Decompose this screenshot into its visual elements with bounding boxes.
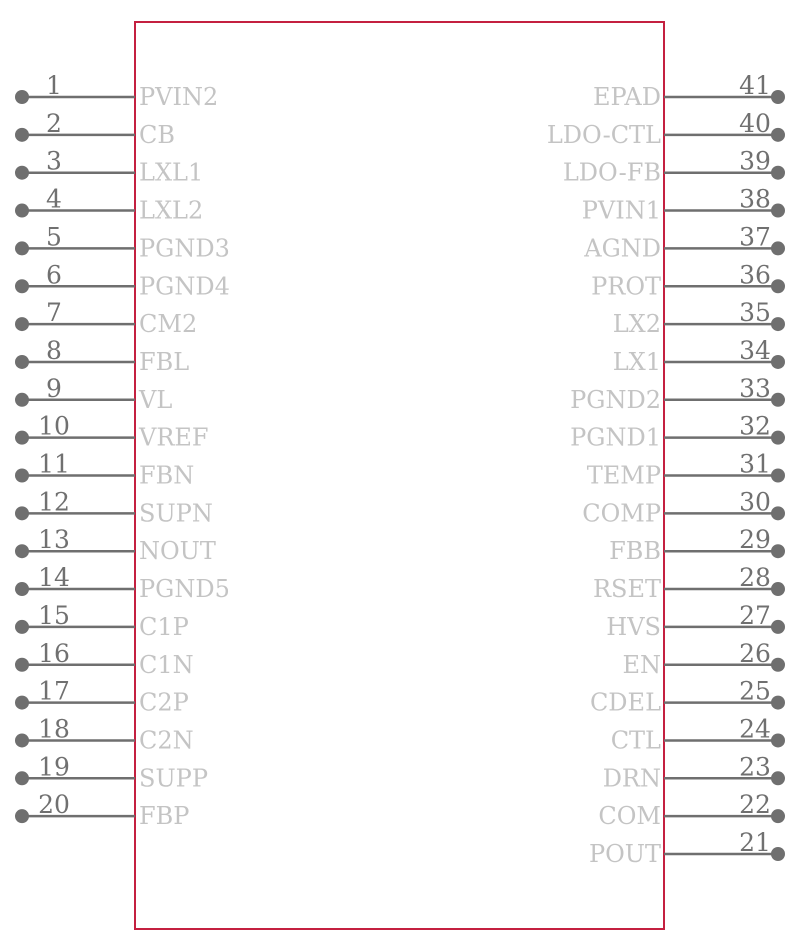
pin-name: HVS — [606, 612, 661, 641]
pin-26 — [622, 639, 785, 679]
pin-3 — [15, 147, 203, 187]
pin-number: 4 — [46, 184, 62, 214]
pin-39 — [563, 147, 785, 187]
pin-terminal-dot — [15, 658, 29, 672]
pin-name: C2N — [139, 726, 194, 755]
right-pin-group — [547, 71, 785, 868]
pin-terminal-dot — [15, 544, 29, 558]
pin-number: 19 — [38, 752, 70, 782]
pin-name: LX2 — [612, 310, 661, 339]
pin-terminal-dot — [15, 809, 29, 823]
pin-terminal-dot — [771, 128, 785, 142]
pin-name: AGND — [584, 234, 661, 263]
pin-terminal-dot — [15, 241, 29, 255]
pin-name: PGND2 — [570, 385, 661, 414]
pin-number: 5 — [46, 222, 62, 252]
pin-16 — [15, 639, 194, 679]
pin-number: 17 — [38, 676, 70, 706]
pin-21 — [589, 828, 785, 868]
pin-name: EN — [622, 650, 661, 679]
pin-20 — [15, 790, 189, 830]
pin-name: FBN — [139, 461, 195, 490]
pin-number: 31 — [739, 449, 771, 479]
pin-number: 12 — [38, 487, 70, 517]
pin-name: PROT — [591, 272, 661, 301]
pin-name: COM — [598, 802, 661, 831]
pin-terminal-dot — [15, 166, 29, 180]
pin-name: PVIN2 — [139, 83, 219, 111]
pin-terminal-dot — [771, 582, 785, 596]
pin-name: VREF — [139, 423, 209, 452]
pin-15 — [15, 601, 189, 641]
pin-terminal-dot — [771, 166, 785, 180]
pin-terminal-dot — [771, 620, 785, 634]
pin-terminal-dot — [771, 317, 785, 331]
pin-14 — [15, 563, 230, 603]
pin-2 — [15, 109, 175, 149]
pin-terminal-dot — [771, 506, 785, 520]
pin-19 — [15, 752, 208, 792]
pin-name: EPAD — [592, 83, 661, 111]
pin-number: 3 — [46, 146, 62, 176]
pin-terminal-dot — [771, 544, 785, 558]
pin-40 — [547, 109, 785, 149]
pin-terminal-dot — [771, 355, 785, 369]
pin-number: 25 — [739, 676, 771, 706]
pin-number: 29 — [739, 525, 771, 555]
pin-number: 16 — [38, 638, 70, 668]
pin-number: 14 — [38, 563, 70, 593]
pin-terminal-dot — [15, 279, 29, 293]
pin-number: 30 — [739, 487, 771, 517]
pin-terminal-dot — [15, 506, 29, 520]
pin-terminal-dot — [15, 620, 29, 634]
pin-number: 13 — [38, 525, 70, 555]
pin-34 — [613, 336, 785, 376]
pin-25 — [590, 677, 785, 717]
pin-name: PGND4 — [139, 272, 230, 301]
pin-number: 7 — [46, 298, 62, 328]
pin-name: CTL — [610, 726, 661, 755]
pin-22 — [598, 790, 785, 830]
pin-terminal-dot — [771, 90, 785, 104]
pin-name: PGND5 — [139, 575, 230, 604]
pin-9 — [15, 374, 172, 414]
pin-29 — [609, 525, 785, 565]
pin-30 — [582, 487, 785, 527]
pin-name: POUT — [588, 840, 661, 868]
pin-11 — [15, 450, 194, 490]
pin-terminal-dot — [771, 241, 785, 255]
pin-10 — [15, 412, 209, 452]
pin-terminal-dot — [15, 90, 29, 104]
pin-name: LDO-FB — [562, 158, 661, 187]
pin-number: 33 — [739, 373, 771, 403]
pin-36 — [591, 260, 785, 300]
pin-number: 27 — [739, 600, 771, 630]
pin-name: NOUT — [139, 537, 216, 566]
pin-35 — [613, 298, 785, 338]
pin-number: 18 — [38, 714, 70, 744]
pin-name: FBP — [139, 802, 190, 831]
pin-name: FBB — [609, 537, 661, 566]
pin-terminal-dot — [15, 431, 29, 445]
pin-terminal-dot — [771, 469, 785, 483]
pin-terminal-dot — [771, 431, 785, 445]
pin-number: 39 — [739, 146, 771, 176]
pin-number: 32 — [739, 411, 771, 441]
pin-7 — [15, 298, 197, 338]
pin-17 — [15, 677, 189, 717]
pin-name: C2P — [139, 688, 189, 717]
pin-32 — [570, 412, 785, 452]
pin-name: RSET — [592, 575, 661, 604]
pin-name: LXL2 — [139, 196, 204, 225]
pin-terminal-dot — [771, 809, 785, 823]
pin-number: 10 — [38, 411, 70, 441]
pin-number: 22 — [739, 790, 771, 820]
pin-name: TEMP — [586, 461, 661, 490]
pin-name: LXL1 — [139, 158, 204, 187]
pin-name: DRN — [602, 764, 661, 793]
pin-number: 40 — [739, 108, 771, 138]
pin-number: 6 — [46, 260, 62, 290]
pin-31 — [587, 450, 785, 490]
pin-terminal-dot — [15, 355, 29, 369]
pin-name: PGND3 — [139, 234, 230, 263]
pin-number: 21 — [739, 828, 771, 857]
pin-name: CDEL — [589, 688, 661, 717]
pin-24 — [611, 714, 785, 754]
pin-name: COMP — [582, 499, 661, 528]
pin-1 — [15, 71, 218, 111]
pin-terminal-dot — [15, 128, 29, 142]
pin-number: 8 — [46, 335, 62, 365]
pin-number: 34 — [739, 335, 771, 365]
pin-13 — [15, 525, 216, 565]
pin-terminal-dot — [771, 696, 785, 710]
pin-27 — [606, 601, 785, 641]
pin-name: CB — [139, 120, 175, 149]
pin-number: 24 — [739, 714, 771, 744]
pin-terminal-dot — [15, 771, 29, 785]
pin-name: LX1 — [612, 347, 661, 376]
pin-number: 9 — [46, 373, 62, 403]
pin-28 — [593, 563, 785, 603]
pin-38 — [582, 185, 785, 225]
pin-number: 41 — [739, 71, 771, 100]
pin-name: C1P — [139, 612, 189, 641]
pin-number: 2 — [46, 108, 62, 138]
pin-4 — [15, 185, 203, 225]
pin-terminal-dot — [771, 658, 785, 672]
pin-8 — [15, 336, 189, 376]
pin-23 — [603, 752, 785, 792]
pin-number: 28 — [739, 563, 771, 593]
pin-name: C1N — [139, 650, 194, 679]
pin-terminal-dot — [15, 582, 29, 596]
pin-terminal-dot — [15, 317, 29, 331]
pin-terminal-dot — [771, 771, 785, 785]
pin-terminal-dot — [15, 733, 29, 747]
pin-5 — [15, 222, 230, 262]
pin-18 — [15, 714, 194, 754]
pin-6 — [15, 260, 230, 300]
pin-terminal-dot — [15, 469, 29, 483]
pin-name: SUPN — [139, 499, 213, 528]
pin-terminal-dot — [771, 393, 785, 407]
pin-terminal-dot — [15, 696, 29, 710]
pin-name: VL — [139, 385, 173, 414]
pin-name: PVIN1 — [581, 196, 661, 225]
pin-number: 11 — [38, 449, 70, 479]
pin-number: 15 — [38, 600, 70, 630]
pin-number: 38 — [739, 184, 771, 214]
pin-number: 36 — [739, 260, 771, 290]
pin-name: PGND1 — [570, 423, 661, 452]
pin-number: 20 — [38, 790, 70, 820]
pin-33 — [570, 374, 785, 414]
pin-name: LDO-CTL — [546, 120, 661, 149]
pin-name: SUPP — [139, 764, 208, 793]
pin-terminal-dot — [771, 279, 785, 293]
pin-terminal-dot — [15, 393, 29, 407]
pin-terminal-dot — [771, 847, 785, 861]
pin-12 — [15, 487, 213, 527]
pin-number: 37 — [739, 222, 771, 252]
pin-41 — [593, 71, 785, 111]
pin-37 — [583, 222, 785, 262]
pin-number: 26 — [739, 638, 771, 668]
pin-number: 1 — [46, 71, 62, 100]
pin-terminal-dot — [15, 204, 29, 218]
pin-number: 23 — [739, 752, 771, 782]
pin-terminal-dot — [771, 204, 785, 218]
pin-number: 35 — [739, 298, 771, 328]
pin-name: CM2 — [139, 310, 198, 339]
pin-name: FBL — [139, 347, 190, 376]
pin-terminal-dot — [771, 733, 785, 747]
left-pin-group — [15, 71, 230, 830]
